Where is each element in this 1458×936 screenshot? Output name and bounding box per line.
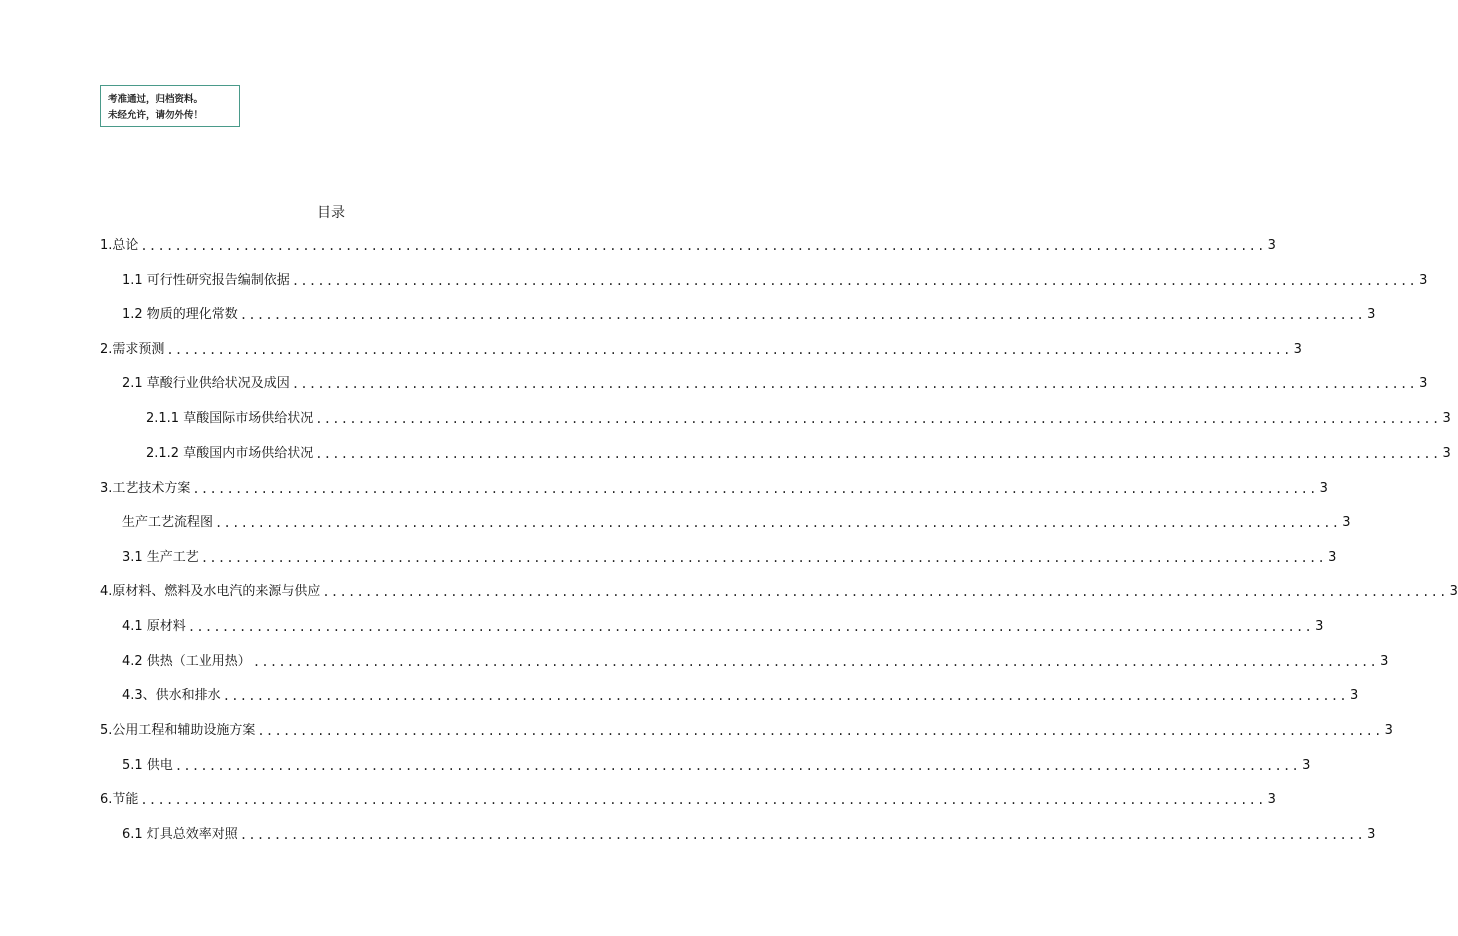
toc-entry-page: 3 xyxy=(1419,376,1428,391)
toc-dot-leader: .................................................................................................................................... xyxy=(174,759,1301,773)
toc-entry-label: 生产工艺流程图 xyxy=(122,515,214,530)
toc-dot-leader: .................................................................................................................................... xyxy=(166,343,1292,357)
toc-entry[interactable] xyxy=(100,235,1276,255)
toc-entry-label: 3.1 生产工艺 xyxy=(122,550,199,565)
toc-entry-label: 6.节能 xyxy=(100,792,139,807)
toc-entry[interactable] xyxy=(122,270,1428,290)
toc-dot-leader: .................................................................................................................................... xyxy=(239,828,1366,842)
toc-entry-page: 3 xyxy=(1449,584,1458,599)
toc-entry-page: 3 xyxy=(1380,654,1389,669)
toc-entry-label: 4.1 原材料 xyxy=(122,619,186,634)
toc-entry[interactable] xyxy=(122,755,1311,775)
toc-entry-page: 3 xyxy=(1367,827,1376,842)
stamp-line-1: 考准通过，归档资料。 xyxy=(108,94,204,105)
toc-dot-leader: .................................................................................................................................... xyxy=(187,620,1314,634)
toc-dot-leader: .................................................................................................................................... xyxy=(315,447,1441,461)
toc-entry[interactable] xyxy=(100,581,1458,601)
toc-title: 目录 xyxy=(317,205,345,221)
toc-entry-label: 1.1 可行性研究报告编制依据 xyxy=(122,273,290,288)
stamp-line-2: 未经允许，请勿外传！ xyxy=(108,110,204,121)
toc-entry-label: 3.工艺技术方案 xyxy=(100,481,191,496)
toc-entry-page: 3 xyxy=(1302,758,1311,773)
toc-entry[interactable] xyxy=(146,443,1451,463)
toc-entry-page: 3 xyxy=(1267,238,1276,253)
toc-entry-page: 3 xyxy=(1442,446,1451,461)
toc-entry[interactable] xyxy=(122,547,1337,567)
toc-dot-leader: .................................................................................................................................... xyxy=(291,274,1418,288)
toc-entry-page: 3 xyxy=(1419,273,1428,288)
toc-entry-page: 3 xyxy=(1349,688,1359,703)
toc-entry-label: 1.总论 xyxy=(100,238,139,253)
toc-entry[interactable] xyxy=(100,339,1302,359)
toc-entry-label: 4.2 供热（工业用热） xyxy=(122,654,251,669)
toc-entry[interactable] xyxy=(100,789,1276,809)
toc-entry[interactable] xyxy=(122,304,1376,324)
toc-entry-page: 3 xyxy=(1293,342,1302,357)
toc-dot-leader: .................................................................................................................................... xyxy=(222,689,1348,703)
toc-entry-label: 1.2 物质的理化常数 xyxy=(122,307,238,322)
toc-entry-page: 3 xyxy=(1367,307,1376,322)
toc-entry-label: 5.公用工程和辅助设施方案 xyxy=(100,723,256,738)
toc-entry-label: 4.3、供水和排水 xyxy=(122,688,221,703)
toc-entry[interactable] xyxy=(122,685,1359,705)
toc-entry-label: 2.1.1 草酸国际市场供给状况 xyxy=(146,411,314,426)
toc-entry[interactable] xyxy=(122,512,1351,532)
toc-entry[interactable] xyxy=(122,616,1324,636)
toc-entry[interactable] xyxy=(146,408,1451,428)
toc-dot-leader: .................................................................................................................................... xyxy=(322,585,1448,599)
toc-dot-leader: .................................................................................................................................... xyxy=(140,239,1266,253)
toc-entry-label: 5.1 供电 xyxy=(122,758,173,773)
toc-entry-label: 2.需求预测 xyxy=(100,342,165,357)
toc-dot-leader: .................................................................................................................................... xyxy=(315,412,1441,426)
toc-dot-leader: .................................................................................................................................... xyxy=(291,377,1418,391)
toc-entry-page: 3 xyxy=(1267,792,1276,807)
toc-entry-page: 3 xyxy=(1315,619,1324,634)
toc-dot-leader: .................................................................................................................................... xyxy=(140,793,1266,807)
toc-entry[interactable] xyxy=(100,478,1328,498)
toc-dot-leader: .................................................................................................................................... xyxy=(200,551,1327,565)
toc-entry[interactable] xyxy=(122,824,1376,844)
toc-entry[interactable] xyxy=(122,651,1389,671)
toc-dot-leader: .................................................................................................................................... xyxy=(252,655,1379,669)
toc-entry-page: 3 xyxy=(1319,481,1328,496)
toc-entry-page: 3 xyxy=(1342,515,1351,530)
toc-entry-page: 3 xyxy=(1328,550,1337,565)
toc-dot-leader: .................................................................................................................................... xyxy=(215,516,1341,530)
toc-dot-leader: .................................................................................................................................... xyxy=(239,308,1366,322)
toc-entry[interactable] xyxy=(122,373,1428,393)
toc-entry-label: 2.1 草酸行业供给状况及成因 xyxy=(122,376,290,391)
toc-entry-label: 2.1.2 草酸国内市场供给状况 xyxy=(146,446,314,461)
toc-entry[interactable] xyxy=(100,720,1393,740)
toc-dot-leader: .................................................................................................................................... xyxy=(257,724,1383,738)
toc-entry-page: 3 xyxy=(1384,723,1393,738)
toc-entry-label: 6.1 灯具总效率对照 xyxy=(122,827,238,842)
toc-dot-leader: .................................................................................................................................... xyxy=(192,482,1318,496)
toc-entry-page: 3 xyxy=(1442,411,1451,426)
toc-entry-label: 4.原材料、燃料及水电汽的来源与供应 xyxy=(100,584,321,599)
